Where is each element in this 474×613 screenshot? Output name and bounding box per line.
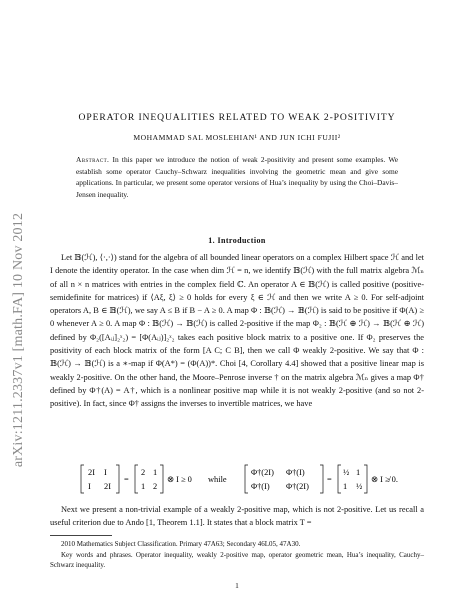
display-equation xyxy=(80,464,410,494)
section-title: 1. Introduction xyxy=(208,236,266,245)
eq-m1-d: 2I xyxy=(104,482,111,491)
footnote-msc: 2010 Mathematics Subject Classification. Primary 47A63; Secondary 46L05, 47A30. xyxy=(61,540,301,548)
eq-m4-b: 1 xyxy=(356,468,361,477)
footnote-keywords: Key words and phrases. Operator inequality, weakly 2-positive map, operator geometric mean, Hua’s inequality, Cauchy–Schwarz inequality. xyxy=(50,550,424,570)
equation-svg xyxy=(80,464,410,494)
eq-m2-a: 2 xyxy=(141,468,146,477)
eq-m3-c: Φ†(I) xyxy=(251,482,270,491)
next-paragraph: Next we present a non-trivial example of a weakly 2-positive map, which is not 2-positive. Let us recall a useful criterion due to Ando [1, Theorem 1.1]. It states that a block matrix T = xyxy=(50,505,424,528)
svg-text:=: = xyxy=(327,475,332,484)
arxiv-sidebar-stamp xyxy=(4,70,34,610)
eq-m3-b: Φ†(I) xyxy=(286,468,305,477)
eq-m1-a: 2I xyxy=(88,468,95,477)
eq-tail-1: ⊗ I ≥ 0 xyxy=(167,475,192,484)
intro-paragraph: Let 𝔹(ℋ), ⟨·,·⟩) stand for the algebra of all bounded linear operators on a complex Hilbert space ℋ and let I denote the identity operator. In the case when dim ℋ = n, we identify 𝔹(ℋ) with the full matrix algebra ℳₙ of all n × n matrices with entries in the complex field ℂ. An operator A ∈ 𝔹(ℋ) is called positive (positive-semidefinite for matrices) if ⟨Aξ, ξ⟩ ≥ 0 holds for every ξ ∈ ℋ and then we write A ≥ 0. For self-adjoint operators A, B ∈ 𝔹(ℋ), we say A ≤ B if B − A ≥ 0. A map Φ : 𝔹(ℋ) → 𝔹(ℋ) is said to be positive if Φ(A) ≥ 0 whenever A ≥ 0. A map Φ : 𝔹(ℋ) → 𝔹(ℋ) is called 2-positive if the map Φ₂ : 𝔹(ℋ ⊕ ℋ) → 𝔹(ℋ ⊕ ℋ) defined by Φ₂([Aᵢⱼ]₂ˣ₂) = [Φ(Aᵢⱼ)]₂ˣ₂ takes each positive block matrix to a positive one. If Φ₂ preserves the positivity of each block matrix of the form [A C; C B], then we call Φ weakly 2-positive. We say that Φ : 𝔹(ℋ) → 𝔹(ℋ) is a ∗-map if Φ(A*) = (Φ(A))*. Choi [4, Corollary 4.4] showed that a positive linear map is weakly 2-positive. On the other hand, the Moore–Penrose inverse † on the matrix algebra ℳₙ gives a map Φ† defined by Φ†(A) = A†, which is a nonlinear positive map while it is not weakly 2-positive (and so not 2-positive). In fact, since Φ† assigns the inverses to invertible matrices, we have xyxy=(50,253,424,409)
eq-m4-a: ½ xyxy=(343,468,350,477)
eq-m3-a: Φ†(2I) xyxy=(251,468,274,477)
footnote-rule xyxy=(50,535,112,536)
eq-m2-c: 1 xyxy=(141,482,146,491)
eq-tail-2: ⊗ I ≱ 0. xyxy=(371,475,398,484)
eq-m4-d: ½ xyxy=(356,482,363,491)
eq-while: while xyxy=(208,475,227,484)
eq-m4-c: 1 xyxy=(343,482,348,491)
paper-title: OPERATOR INEQUALITIES RELATED TO WEAK 2-POSITIVITY xyxy=(78,112,396,123)
paper-page xyxy=(50,0,424,613)
page-number: 1 xyxy=(235,581,239,590)
eq-m3-d: Φ†(2I) xyxy=(286,482,309,491)
abstract-label: Abstract. xyxy=(76,155,110,164)
eq-m1-b: I xyxy=(104,468,107,477)
eq-m1-c: I xyxy=(88,482,91,491)
paper-authors: MOHAMMAD SAL MOSLEHIAN¹ AND JUN ICHI FUJII² xyxy=(133,133,341,142)
abstract-text: In this paper we introduce the notion of weak 2-positivity and present some examples. We establish some operator Cauchy–Schwarz inequalities involving the geometric mean and give some applications. In particular, we present some operator versions of Hua’s inequality by using the Choi–Davis–Jensen inequality. xyxy=(76,155,398,200)
eq-m2-b: 1 xyxy=(153,468,158,477)
footnotes xyxy=(50,539,424,571)
svg-text:=: = xyxy=(124,475,129,484)
arxiv-identifier: arXiv:1211.2337v1 [math.FA] 10 Nov 2012 xyxy=(11,212,26,468)
abstract xyxy=(76,154,398,201)
eq-m2-d: 2 xyxy=(153,482,158,491)
